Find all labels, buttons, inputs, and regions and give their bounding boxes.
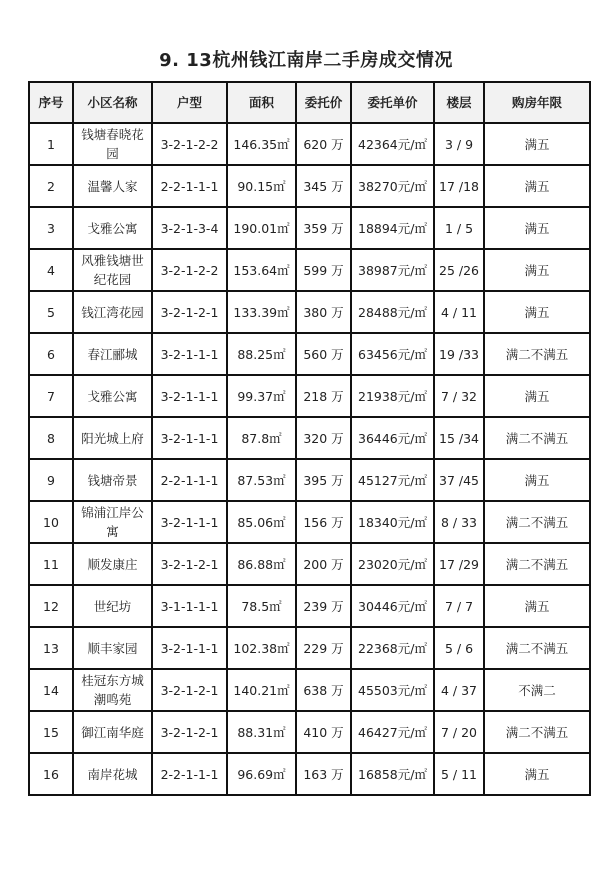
cell-ownership-years: 满五: [484, 585, 590, 627]
cell-unit-price: 45127元/㎡: [351, 459, 434, 501]
cell-asking-price: 163 万: [296, 753, 351, 795]
table-row: [29, 711, 590, 753]
table-row: [29, 543, 590, 585]
cell-layout: 3-2-1-2-1: [152, 711, 227, 753]
cell-community-name: 春江郦城: [73, 333, 152, 375]
cell-floor: 1 / 5: [434, 207, 484, 249]
cell-floor: 5 / 11: [434, 753, 484, 795]
cell-asking-price: 229 万: [296, 627, 351, 669]
cell-community-name: 世纪坊: [73, 585, 152, 627]
cell-layout: 3-2-1-3-4: [152, 207, 227, 249]
cell-unit-price: 18894元/㎡: [351, 207, 434, 249]
cell-index: 16: [29, 753, 73, 795]
cell-ownership-years: 满五: [484, 249, 590, 291]
cell-asking-price: 620 万: [296, 123, 351, 165]
cell-community-name: 戈雅公寓: [73, 375, 152, 417]
cell-unit-price: 22368元/㎡: [351, 627, 434, 669]
cell-index: 3: [29, 207, 73, 249]
cell-layout: 3-2-1-2-2: [152, 123, 227, 165]
table-row: [29, 333, 590, 375]
cell-community-name: 风雅钱塘世纪花园: [73, 249, 152, 291]
cell-asking-price: 156 万: [296, 501, 351, 543]
table-row: [29, 123, 590, 165]
cell-floor: 15 /34: [434, 417, 484, 459]
table-row: [29, 417, 590, 459]
cell-layout: 3-2-1-1-1: [152, 501, 227, 543]
cell-community-name: 戈雅公寓: [73, 207, 152, 249]
cell-index: 6: [29, 333, 73, 375]
table-row: [29, 165, 590, 207]
cell-floor: 17 /18: [434, 165, 484, 207]
cell-asking-price: 380 万: [296, 291, 351, 333]
cell-community-name: 御江南华庭: [73, 711, 152, 753]
cell-floor: 4 / 37: [434, 669, 484, 711]
cell-community-name: 钱塘春晓花园: [73, 123, 152, 165]
header-ownership-years: 购房年限: [484, 82, 590, 123]
cell-unit-price: 42364元/㎡: [351, 123, 434, 165]
cell-ownership-years: 满二不满五: [484, 543, 590, 585]
cell-area: 96.69㎡: [227, 753, 296, 795]
cell-asking-price: 320 万: [296, 417, 351, 459]
cell-unit-price: 28488元/㎡: [351, 291, 434, 333]
table-row: [29, 627, 590, 669]
cell-ownership-years: 满五: [484, 123, 590, 165]
cell-unit-price: 45503元/㎡: [351, 669, 434, 711]
cell-index: 15: [29, 711, 73, 753]
cell-area: 133.39㎡: [227, 291, 296, 333]
header-floor: 楼层: [434, 82, 484, 123]
cell-area: 102.38㎡: [227, 627, 296, 669]
cell-layout: 3-2-1-1-1: [152, 333, 227, 375]
transactions-table: [28, 81, 591, 796]
cell-ownership-years: 满五: [484, 375, 590, 417]
cell-unit-price: 21938元/㎡: [351, 375, 434, 417]
header-layout: 户型: [152, 82, 227, 123]
cell-index: 8: [29, 417, 73, 459]
cell-community-name: 顺丰家园: [73, 627, 152, 669]
cell-area: 99.37㎡: [227, 375, 296, 417]
cell-layout: 3-1-1-1-1: [152, 585, 227, 627]
cell-layout: 2-2-1-1-1: [152, 459, 227, 501]
cell-asking-price: 395 万: [296, 459, 351, 501]
cell-layout: 3-2-1-1-1: [152, 627, 227, 669]
cell-community-name: 阳光城上府: [73, 417, 152, 459]
cell-index: 1: [29, 123, 73, 165]
cell-floor: 7 / 7: [434, 585, 484, 627]
cell-floor: 7 / 32: [434, 375, 484, 417]
document-title: 9. 13杭州钱江南岸二手房成交情况: [159, 50, 453, 71]
table-row: [29, 249, 590, 291]
cell-floor: 4 / 11: [434, 291, 484, 333]
cell-floor: 3 / 9: [434, 123, 484, 165]
cell-asking-price: 359 万: [296, 207, 351, 249]
cell-layout: 2-2-1-1-1: [152, 165, 227, 207]
cell-area: 88.25㎡: [227, 333, 296, 375]
cell-layout: 3-2-1-2-1: [152, 669, 227, 711]
cell-index: 12: [29, 585, 73, 627]
cell-area: 87.8㎡: [227, 417, 296, 459]
cell-index: 10: [29, 501, 73, 543]
cell-unit-price: 63456元/㎡: [351, 333, 434, 375]
cell-community-name: 锦浦江岸公寓: [73, 501, 152, 543]
cell-ownership-years: 满二不满五: [484, 333, 590, 375]
cell-community-name: 顺发康庄: [73, 543, 152, 585]
cell-index: 7: [29, 375, 73, 417]
cell-area: 90.15㎡: [227, 165, 296, 207]
cell-ownership-years: 满五: [484, 459, 590, 501]
cell-layout: 3-2-1-1-1: [152, 375, 227, 417]
header-community-name: 小区名称: [73, 82, 152, 123]
cell-unit-price: 30446元/㎡: [351, 585, 434, 627]
cell-index: 2: [29, 165, 73, 207]
header-asking-price: 委托价: [296, 82, 351, 123]
cell-community-name: 温馨人家: [73, 165, 152, 207]
cell-floor: 5 / 6: [434, 627, 484, 669]
cell-unit-price: 23020元/㎡: [351, 543, 434, 585]
table-row: [29, 669, 590, 711]
table-row: [29, 459, 590, 501]
cell-area: 78.5㎡: [227, 585, 296, 627]
cell-layout: 3-2-1-1-1: [152, 417, 227, 459]
table-header-row: [29, 82, 590, 123]
cell-unit-price: 46427元/㎡: [351, 711, 434, 753]
cell-ownership-years: 满五: [484, 753, 590, 795]
table-body: [29, 123, 590, 795]
cell-asking-price: 410 万: [296, 711, 351, 753]
cell-asking-price: 599 万: [296, 249, 351, 291]
cell-asking-price: 638 万: [296, 669, 351, 711]
cell-asking-price: 239 万: [296, 585, 351, 627]
cell-area: 85.06㎡: [227, 501, 296, 543]
cell-asking-price: 345 万: [296, 165, 351, 207]
cell-layout: 2-2-1-1-1: [152, 753, 227, 795]
table-row: [29, 585, 590, 627]
table-row: [29, 375, 590, 417]
cell-floor: 37 /45: [434, 459, 484, 501]
cell-ownership-years: 不满二: [484, 669, 590, 711]
cell-ownership-years: 满五: [484, 207, 590, 249]
cell-unit-price: 16858元/㎡: [351, 753, 434, 795]
cell-floor: 25 /26: [434, 249, 484, 291]
cell-community-name: 钱江湾花园: [73, 291, 152, 333]
cell-unit-price: 38987元/㎡: [351, 249, 434, 291]
cell-area: 140.21㎡: [227, 669, 296, 711]
cell-unit-price: 36446元/㎡: [351, 417, 434, 459]
cell-community-name: 南岸花城: [73, 753, 152, 795]
cell-ownership-years: 满二不满五: [484, 501, 590, 543]
cell-asking-price: 200 万: [296, 543, 351, 585]
table-row: [29, 501, 590, 543]
header-unit-price: 委托单价: [351, 82, 434, 123]
cell-community-name: 钱塘帝景: [73, 459, 152, 501]
cell-index: 13: [29, 627, 73, 669]
cell-area: 88.31㎡: [227, 711, 296, 753]
cell-layout: 3-2-1-2-1: [152, 543, 227, 585]
cell-ownership-years: 满五: [484, 165, 590, 207]
cell-ownership-years: 满二不满五: [484, 711, 590, 753]
header-index: 序号: [29, 82, 73, 123]
cell-ownership-years: 满二不满五: [484, 417, 590, 459]
cell-index: 5: [29, 291, 73, 333]
cell-floor: 19 /33: [434, 333, 484, 375]
table-row: [29, 753, 590, 795]
cell-layout: 3-2-1-2-2: [152, 249, 227, 291]
cell-area: 86.88㎡: [227, 543, 296, 585]
cell-index: 9: [29, 459, 73, 501]
cell-layout: 3-2-1-2-1: [152, 291, 227, 333]
cell-floor: 8 / 33: [434, 501, 484, 543]
cell-area: 153.64㎡: [227, 249, 296, 291]
cell-asking-price: 218 万: [296, 375, 351, 417]
cell-floor: 17 /29: [434, 543, 484, 585]
cell-area: 146.35㎡: [227, 123, 296, 165]
table-row: [29, 207, 590, 249]
cell-area: 190.01㎡: [227, 207, 296, 249]
table-row: [29, 291, 590, 333]
cell-unit-price: 38270元/㎡: [351, 165, 434, 207]
cell-floor: 7 / 20: [434, 711, 484, 753]
cell-asking-price: 560 万: [296, 333, 351, 375]
cell-index: 4: [29, 249, 73, 291]
cell-unit-price: 18340元/㎡: [351, 501, 434, 543]
cell-index: 14: [29, 669, 73, 711]
cell-ownership-years: 满五: [484, 291, 590, 333]
cell-community-name: 桂冠东方城潮鸣苑: [73, 669, 152, 711]
cell-index: 11: [29, 543, 73, 585]
cell-area: 87.53㎡: [227, 459, 296, 501]
cell-ownership-years: 满二不满五: [484, 627, 590, 669]
header-area: 面积: [227, 82, 296, 123]
